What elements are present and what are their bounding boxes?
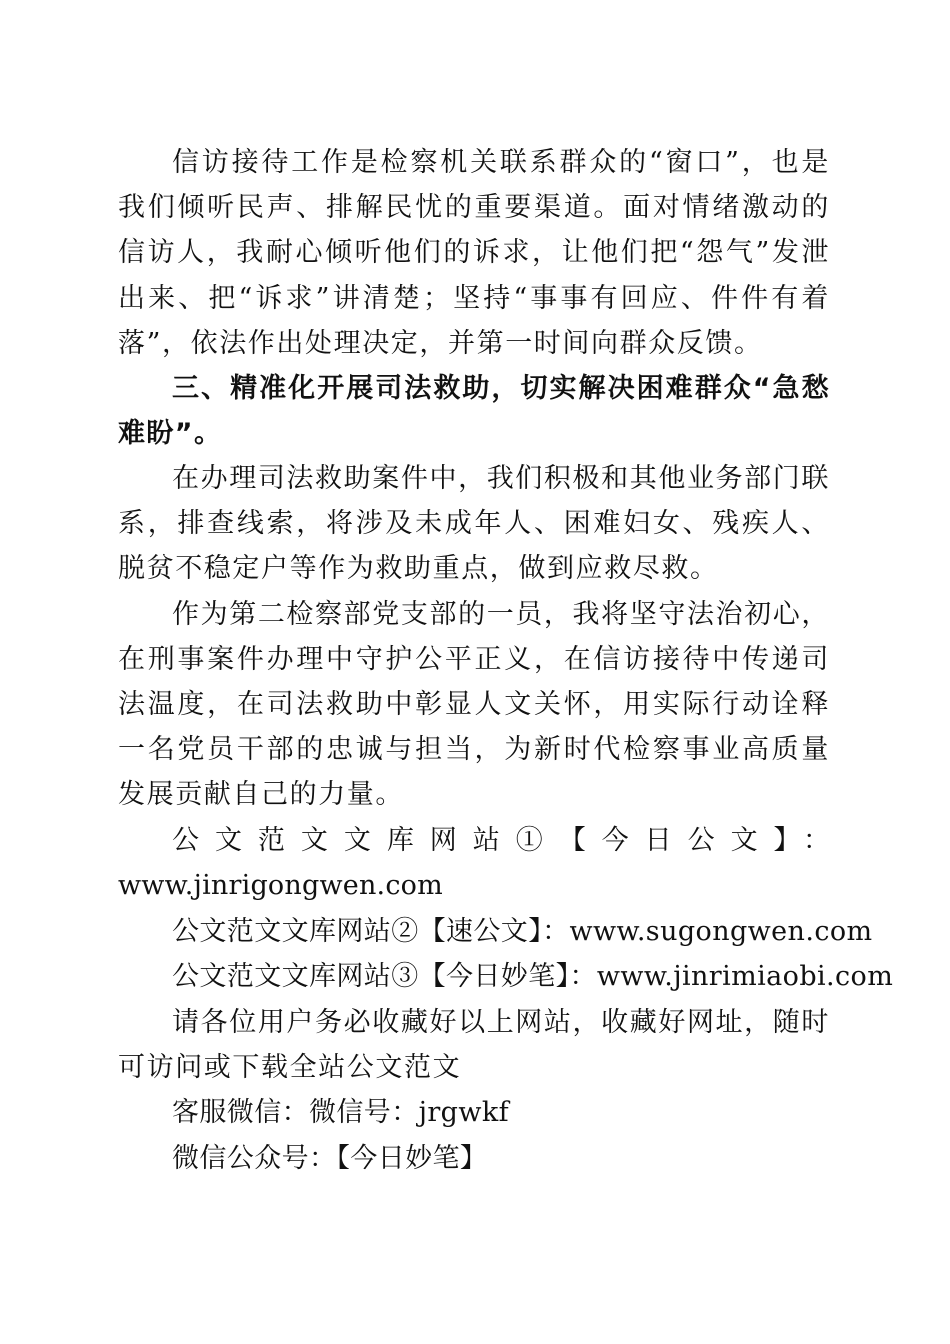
wechat-account-line: 微信公众号：【今日妙笔】 (172, 1142, 488, 1174)
website-1-line (118, 818, 830, 909)
website-1-url[interactable]: www.jinrigongwen.com (118, 870, 443, 902)
wechat-service-line: 客服微信：微信号：jrgwkf (172, 1097, 510, 1129)
paragraph-party-member-commitment: 作为第二检察部党支部的一员，我将坚守法治初心，在刑事案件办理中守护公平正义，在信访接待中传递司法温度，在司法救助中彰显人文关怀，用实际行动诠释一名党员干部的忠诚与担当，为新时代检察事业高质量发展贡献自己的力量。 (118, 598, 830, 811)
section-heading-judicial-aid: 三、精准化开展司法救助，切实解决困难群众“急愁难盼”。 (118, 373, 830, 450)
website-2-line[interactable]: 公文范文文库网站②【速公文】：www.sugongwen.com (172, 915, 873, 947)
bookmark-notice: 请各位用户务必收藏好以上网站，收藏好网址，随时可访问或下载全站公文范文 (118, 1006, 830, 1083)
paragraph-judicial-aid-cases: 在办理司法救助案件中，我们积极和其他业务部门联系，排查线索，将涉及未成年人、困难妇女、残疾人、脱贫不稳定户等作为救助重点，做到应救尽救。 (118, 463, 830, 585)
website-3-line[interactable]: 公文范文文库网站③【今日妙笔】：www.jinrimiaobi.com (172, 961, 894, 993)
document-page (118, 140, 894, 1181)
website-1-label: 公文范文文库网站①【今日公文】： (172, 824, 830, 856)
paragraph-petition-reception: 信访接待工作是检察机关联系群众的“窗口”，也是我们倾听民声、排解民忧的重要渠道。面对情绪激动的信访人，我耐心倾听他们的诉求，让他们把“怨气”发泄出来、把“诉求”讲清楚；坚持“事事有回应、件件有着落”，依法作出处理决定，并第一时间向群众反馈。 (118, 147, 830, 359)
